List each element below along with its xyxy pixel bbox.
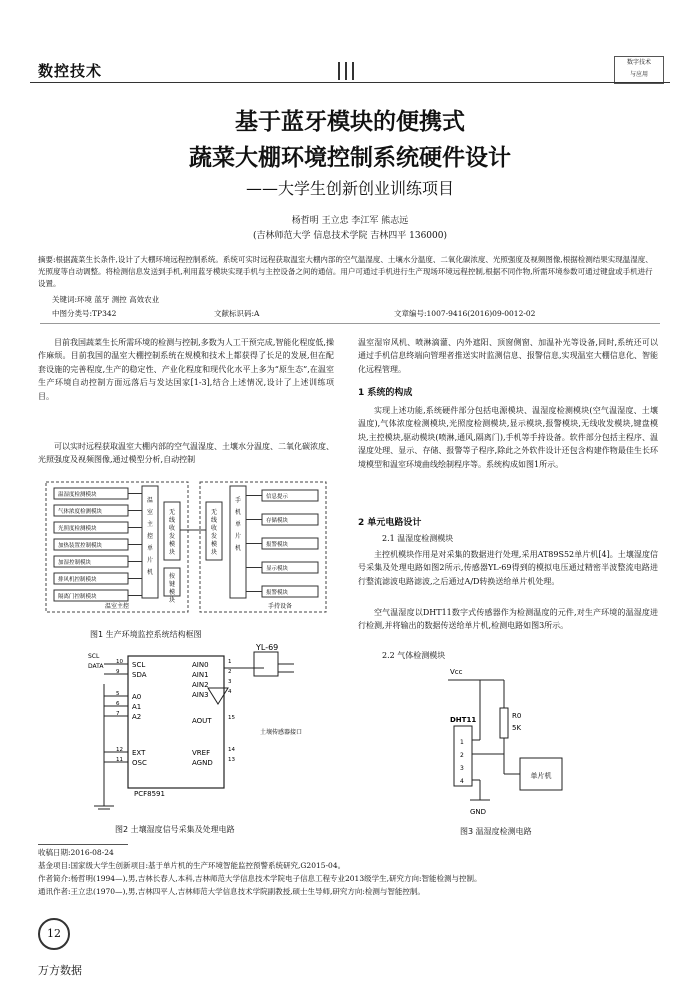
- page-number-badge: [38, 918, 70, 950]
- right-module-label: 显示模块: [266, 566, 289, 572]
- article-number: 文章编号:1007-9416(2016)09-0012-02: [394, 309, 536, 318]
- chip-pin-num-left: 9: [116, 669, 120, 675]
- tag-line-1: 数字技术: [626, 59, 651, 66]
- chip-pin-num-right: 1: [228, 659, 232, 665]
- sensor-label: YL-69: [256, 644, 279, 652]
- chip-pin-right: AIN1: [192, 671, 209, 679]
- left-module-label: 气体浓度检测模块: [58, 509, 103, 515]
- footnote-author1: 作者简介:杨哲明(1994—),男,吉林长春人,本科,吉林师范大学信息技术学院电子信息工程专业2013级学生,研究方向:智能检测与控制。: [38, 874, 482, 883]
- journal-tag: [614, 56, 664, 84]
- chip-pin-num-left: 11: [116, 757, 123, 763]
- figure-2-circuit: [44, 644, 334, 822]
- chip-pins: [104, 659, 235, 767]
- authors: 杨哲明 王立忠 李江军 熊志远: [291, 216, 409, 226]
- footnote-rule: [38, 844, 128, 845]
- chip-pin-right: VREF: [192, 749, 211, 757]
- chip-pin-left: A0: [132, 693, 142, 701]
- chip-pin-left: A1: [132, 703, 142, 711]
- left-module-label: 加湿控制模块: [58, 560, 92, 566]
- dht11-pin-num: 3: [460, 765, 464, 772]
- affiliation: (吉林师范大学 信息技术学院 吉林四平 136000): [253, 231, 447, 241]
- trx1-label: 无线收发模块: [168, 509, 176, 556]
- header-bars: [338, 62, 368, 80]
- left-module-label: 加热装置控制模块: [58, 543, 103, 549]
- section-1-paragraph: 实现上述功能,系统硬件部分包括电源模块、温湿度检测模块(空气温湿度、土壤温度),气体浓度检测模块,光照度检测模块,显示模块,报警模块,无线收发模块,键盘模块,主控模块,驱动模块(喷淋,通风,隔离门),手机等手持设备。软件部分包括主程序、温湿度处理、显示、存储、报警等子程序,除此之外软件设计还包含构建作物最佳生长环境模型和温室环境曲线绘制程序等。系统构成如图1所示。: [358, 406, 658, 469]
- figure-1-caption: 图1 生产环境监控系统结构框图: [90, 630, 202, 639]
- rectifier-symbol: [208, 688, 228, 704]
- chip-pin-right: AIN0: [192, 661, 209, 669]
- figure-1-diagram: [42, 478, 332, 618]
- subtitle: ——大学生创新创业训练项目: [245, 179, 454, 198]
- publisher: 万方数据: [38, 964, 82, 977]
- section-2-1-heading: 2.1 温湿度检测模块: [382, 534, 454, 543]
- chip-pin-num-right: 4: [228, 689, 232, 695]
- resistor-r0: [500, 708, 508, 738]
- chip-pin-num-right: 13: [228, 757, 235, 763]
- right-box-group: [246, 490, 318, 597]
- section-2-1-paragraph-1: 主控机模块作用是对采集的数据进行处理,采用AT89S52单片机[4]。土壤湿度信号采集及处理电路如图2所示,传感器YL-69得到的模拟电压通过精密半波整流电路进行整流滤波电路滤波,之后通过A/D转换送给单片机处理。: [358, 550, 658, 586]
- dht11-pins: [460, 739, 464, 785]
- figure-2-caption: 图2 土壤湿度信号采集及处理电路: [115, 825, 235, 834]
- title-line-1: 基于蓝牙模块的便携式: [235, 108, 465, 135]
- right-module-label: 报警模块: [266, 542, 289, 548]
- section-1-heading: 1 系统的构成: [358, 388, 413, 398]
- intro-paragraph-2: 可以实时远程获取温室大棚内部的空气温湿度、土壤水分温度、二氧化碳浓度、光照强度及视频图像,通过模型分析,自动控制: [38, 442, 334, 465]
- chip-pin-num-left: 6: [116, 701, 120, 707]
- figure-3-circuit: [440, 662, 590, 822]
- mcu-label: 单片机: [530, 772, 552, 780]
- chip-pin-num-right: 14: [228, 747, 235, 753]
- interface-label: 土壤传感器接口: [260, 729, 303, 736]
- left-module-label: 温湿度检测模块: [58, 492, 97, 498]
- footnote-author2: 通讯作者:王立忠(1970—),男,吉林四平人,吉林师范大学信息技术学院副教授,硕士生导师,研究方向:检测与智能控制。: [38, 887, 425, 896]
- chip-pin-num-right: 15: [228, 715, 235, 721]
- gnd-label: GND: [470, 808, 487, 816]
- title-line-2: 蔬菜大棚环境控制系统硬件设计: [189, 144, 511, 171]
- vcc-label: Vcc: [450, 668, 463, 676]
- yl69-block: [254, 652, 278, 676]
- resistor-value: 5K: [512, 724, 522, 732]
- figure-3-caption: 图3 温湿度检测电路: [460, 827, 532, 836]
- bus-data-label: DATA: [88, 663, 104, 670]
- sensor-label: DHT11: [450, 716, 477, 724]
- keywords: 关键词:环境 蓝牙 测控 高效农业: [52, 295, 160, 304]
- left-module-label: 光照度检测模块: [58, 526, 97, 532]
- chip-pin-left: A2: [132, 713, 142, 721]
- dht11-pin-num: 2: [460, 752, 464, 759]
- chip-pin-num-left: 5: [116, 691, 120, 697]
- right-paragraph-0: 温室湿帘风机、喷淋滴灌、内外遮阳、顶窗侧窗、加温补光等设备,同时,系统还可以通过手机信息终端向管理者推送实时监测信息、报警信息,实现温室大棚信息化、智能化远程管理。: [358, 338, 658, 374]
- chip-pin-right: AIN2: [192, 681, 209, 689]
- chip-pin-right: AGND: [192, 759, 213, 767]
- tag-line-2: 与应用: [629, 71, 648, 78]
- chip-pin-right: AIN3: [192, 691, 209, 699]
- bus-scl-label: SCL: [88, 653, 100, 660]
- right-group-label: 手持设备: [267, 603, 293, 610]
- chip-pin-left: SDA: [132, 671, 147, 679]
- chip-pin-right: AOUT: [192, 717, 212, 725]
- resistor-label: R0: [512, 712, 522, 720]
- chip-pin-num-right: 2: [228, 669, 232, 675]
- left-module-label: 隔离门控制模块: [58, 594, 97, 600]
- left-box-group: [54, 488, 142, 601]
- right-module-label: 信息提示: [266, 494, 289, 500]
- header-rule: [30, 82, 670, 83]
- intro-paragraph-1: 目前我国蔬菜生长所需环境的检测与控制,多数为人工干预完成,智能化程度低,操作麻烦。目前我国的温室大棚控制系统在规模和技术上都获得了长足的发展,但在配套设施的完善程度,生产的稳定性、产业化程度和现代化水平上多为“原生态”,在温室生产环境自动控制方面远落后与发达国家[1-3],结合上述情况,设计了上述训练项目。: [38, 338, 334, 401]
- mcu-label: 温室主控单片机: [146, 497, 154, 576]
- phone-label: 手机单片机: [234, 497, 242, 552]
- section-title: 数控技术: [38, 62, 103, 80]
- page-number: 12: [47, 927, 61, 940]
- section-2-heading: 2 单元电路设计: [358, 518, 422, 528]
- dht11-pin-num: 4: [460, 778, 464, 785]
- chip-pin-num-left: 7: [116, 711, 120, 717]
- doc-code: 文献标识码:A: [214, 309, 260, 318]
- clc-number: 中图分类号:TP342: [52, 309, 117, 318]
- right-module-label: 报警模块: [266, 590, 289, 596]
- chip-label: PCF8591: [134, 790, 165, 798]
- keypad-label: 按键模块: [168, 573, 176, 604]
- trx2-label: 无线收发模块: [210, 509, 218, 556]
- dht11-pin-num: 1: [460, 739, 464, 746]
- chip-pin-num-left: 10: [116, 659, 123, 665]
- right-module-label: 存储模块: [266, 518, 289, 524]
- footnote-fund: 基金项目:国家级大学生创新项目:基于单片机的生产环境智能监控预警系统研究,G2015-04。: [38, 861, 346, 870]
- abstract-rule: [40, 323, 660, 324]
- chip-pin-left: SCL: [132, 661, 146, 669]
- chip-pin-num-right: 3: [228, 679, 232, 685]
- chip-pin-num-left: 12: [116, 747, 123, 753]
- left-module-label: 排风机控制模块: [58, 577, 97, 583]
- section-2-1-paragraph-2: 空气温湿度以DHT11数字式传感器作为检测温度的元件,对生产环境的温湿度进行检测,并将输出的数据传送给单片机,检测电路如图3所示。: [358, 608, 658, 631]
- left-group-label: 温室主控: [104, 603, 130, 610]
- footnote-received: 收稿日期:2016-08-24: [38, 848, 114, 857]
- chip-pin-left: EXT: [132, 749, 146, 757]
- abstract: 摘要:根据蔬菜生长条件,设计了大棚环境远程控制系统。系统可实时远程获取温室大棚内部的空气温湿度、土壤水分温度、二氧化碳浓度、光照强度及视频图像,根据检测结果实现温湿度、光照度等自动调整。将检测信息发送到手机,利用蓝牙模块实现手机与主控设备之间的通信。用户可通过手机进行生产现场环境远程控制,根据不同作物,所需环境参数可通过键盘或手机进行设置。: [38, 255, 653, 288]
- chip-pin-left: OSC: [132, 759, 147, 767]
- section-2-2-heading: 2.2 气体检测模块: [382, 651, 446, 660]
